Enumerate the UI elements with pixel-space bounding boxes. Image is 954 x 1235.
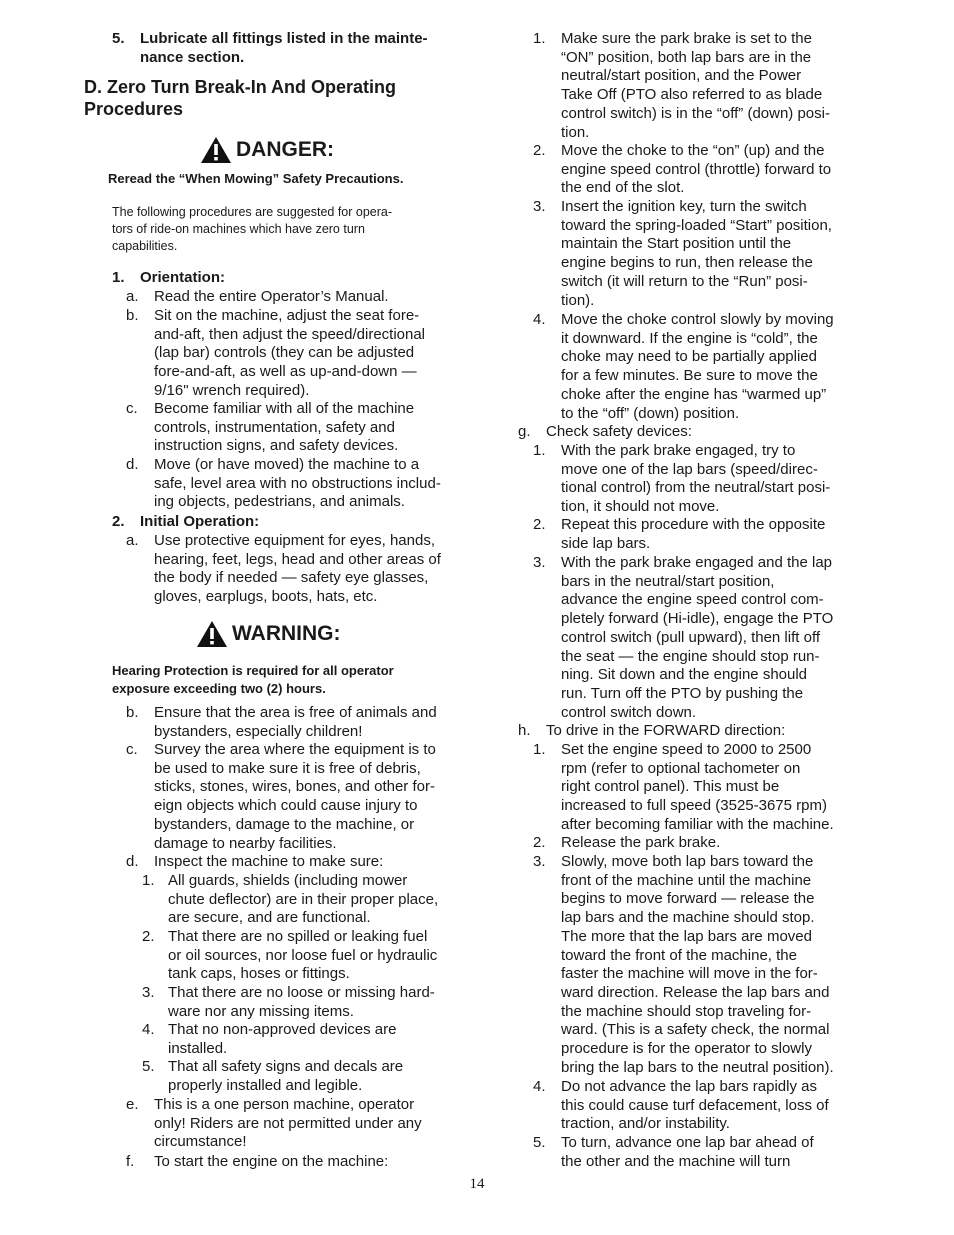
item-number: 4. [533, 311, 546, 328]
item-text: Sit on the machine, adjust the seat fore- and-aft, then adjust the speed/directional (lap bar) controls (they can be adjusted fore-and-aft, as well as up-and-down — 9/16" wrench required). [154, 307, 426, 399]
item-letter: b. [126, 704, 139, 721]
item-letter: e. [126, 1096, 139, 1113]
warning-text: Hearing Protection is required for all operator exposure exceeding two (2) hours. [112, 663, 394, 696]
warning-triangle-icon [200, 136, 232, 164]
item-letter: a. [126, 288, 139, 305]
item-text: Move the choke control slowly by moving it downward. If the engine is “cold”, the choke may need to be partially applied for a few minutes. Be sure to move the choke after the engine has “warmed up” to the “off” (down) position. [561, 311, 834, 422]
item-number: 4. [142, 1021, 155, 1038]
item-letter: c. [126, 741, 138, 758]
item-number: 2. [142, 928, 155, 945]
item-number: 2. [112, 513, 125, 530]
item-text: Use protective equipment for eyes, hands, hearing, feet, legs, head and other areas of the body if needed — safety eye glasses, gloves, earplugs, boots, hats, etc. [154, 532, 441, 606]
item-text: That there are no loose or missing hard- ware nor any missing items. [168, 984, 435, 1020]
item-number: 2. [533, 834, 546, 851]
item-text: Become familiar with all of the machine controls, instrumentation, safety and instruction signs, and safety devices. [154, 400, 415, 455]
item-text: That no non-approved devices are installed. [168, 1021, 397, 1057]
item-title: Orientation: [140, 269, 225, 286]
item-text: This is a one person machine, operator only! Riders are not permitted under any circumstance! [154, 1096, 422, 1151]
warning-triangle-icon [196, 620, 228, 648]
item-text: Lubricate all fittings listed in the mainte- nance section. [140, 30, 428, 66]
item-number: 1. [142, 872, 155, 889]
item-letter: b. [126, 307, 139, 324]
item-letter: a. [126, 532, 139, 549]
item-letter: h. [518, 722, 531, 739]
item-text: Check safety devices: [546, 423, 692, 440]
item-text: Slowly, move both lap bars toward the front of the machine until the machine begins to move forward — release the lap bars and the machine should stop. The more that the lap bars are moved toward the front of the machine, the faster the machine will move in the for- ward direction. Release the lap bars and the machine should stop traveling for- ward. (This is a safety check, the normal procedure is for the operator to slowly bring the lap bars to the neutral position). [561, 853, 834, 1076]
item-letter: c. [126, 400, 138, 417]
item-number: 2. [533, 516, 546, 533]
item-number: 1. [112, 269, 125, 286]
item-text: Read the entire Operator’s Manual. [154, 288, 389, 305]
intro-paragraph: The following procedures are suggested for opera- tors of ride-on machines which have zero turn capabilities. [112, 205, 393, 253]
item-number: 3. [142, 984, 155, 1001]
item-text: With the park brake engaged, try to move one of the lap bars (speed/direc- tional control) from the neutral/start posi- tion, it should not move. [561, 442, 831, 516]
item-number: 1. [533, 442, 546, 459]
item-number: 4. [533, 1078, 546, 1095]
item-number: 5. [112, 30, 125, 47]
item-letter: g. [518, 423, 531, 440]
item-text: That there are no spilled or leaking fuel or oil sources, nor loose fuel or hydraulic tank caps, hoses or fittings. [168, 928, 438, 983]
item-number: 5. [142, 1058, 155, 1075]
item-number: 3. [533, 853, 546, 870]
item-number: 5. [533, 1134, 546, 1151]
item-text: Ensure that the area is free of animals and bystanders, especially children! [154, 704, 437, 740]
item-text: Move (or have moved) the machine to a safe, level area with no obstructions includ- ing objects, pedestrians, and animals. [154, 456, 441, 511]
item-text: To turn, advance one lap bar ahead of the other and the machine will turn [561, 1134, 814, 1170]
item-text: Move the choke to the “on” (up) and the engine speed control (throttle) forward to the end of the slot. [561, 142, 832, 197]
item-letter: f. [126, 1153, 135, 1170]
danger-subtitle: Reread the “When Mowing” Safety Precautions. [108, 171, 404, 186]
item-letter: d. [126, 853, 139, 870]
item-letter: d. [126, 456, 139, 473]
item-text: Insert the ignition key, turn the switch toward the spring-loaded “Start” position, maintain the Start position until the engine begins to run, then release the switch (it will return to the “Run” posi- tion). [561, 198, 832, 309]
page-number: 14 [469, 1176, 485, 1192]
danger-alert [200, 136, 334, 164]
item-text: Inspect the machine to make sure: [154, 853, 384, 870]
item-text: Repeat this procedure with the opposite side lap bars. [561, 516, 826, 552]
item-text: With the park brake engaged and the lap bars in the neutral/start position, advance the engine speed control com- pletely forward (Hi-idle), engage the PTO control switch (pull upward), then lift off the seat — the engine should stop run- ning. Sit down and the engine should run. Turn off the PTO by pushing the control switch down. [561, 554, 834, 721]
item-text: Release the park brake. [561, 834, 721, 851]
item-number: 3. [533, 554, 546, 571]
item-text: Do not advance the lap bars rapidly as this could cause turf defacement, loss of traction, and/or instability. [561, 1078, 829, 1133]
item-number: 2. [533, 142, 546, 159]
warning-title: WARNING: [232, 622, 341, 645]
item-text: Set the engine speed to 2000 to 2500 rpm (refer to optional tachometer on right control panel). This must be increased to full speed (3525-3675 rpm) after becoming familiar with the machine. [561, 741, 834, 833]
item-number: 1. [533, 30, 546, 47]
danger-title: DANGER: [236, 138, 334, 161]
item-text: To start the engine on the machine: [154, 1153, 389, 1170]
item-text: Make sure the park brake is set to the “ON” position, both lap bars are in the neutral/start position, and the Power Take Off (PTO also referred to as blade control switch) is in the “off” (down) posi- tion. [561, 30, 830, 141]
item-text: All guards, shields (including mower chute deflector) are in their proper place, are secure, and are functional. [168, 872, 439, 927]
item-text: To drive in the FORWARD direction: [546, 722, 786, 739]
item-text: Survey the area where the equipment is to be used to make sure it is free of debris, sticks, stones, wires, bones, and other for- eign objects which could cause injury to bystanders, damage to the machine, or damage to nearby facilities. [154, 741, 436, 852]
item-number: 3. [533, 198, 546, 215]
item-text: That all safety signs and decals are properly installed and legible. [168, 1058, 404, 1094]
section-heading: D. Zero Turn Break-In And Operating Procedures [84, 77, 397, 119]
warning-alert [196, 620, 341, 648]
item-number: 1. [533, 741, 546, 758]
item-title: Initial Operation: [140, 513, 260, 530]
